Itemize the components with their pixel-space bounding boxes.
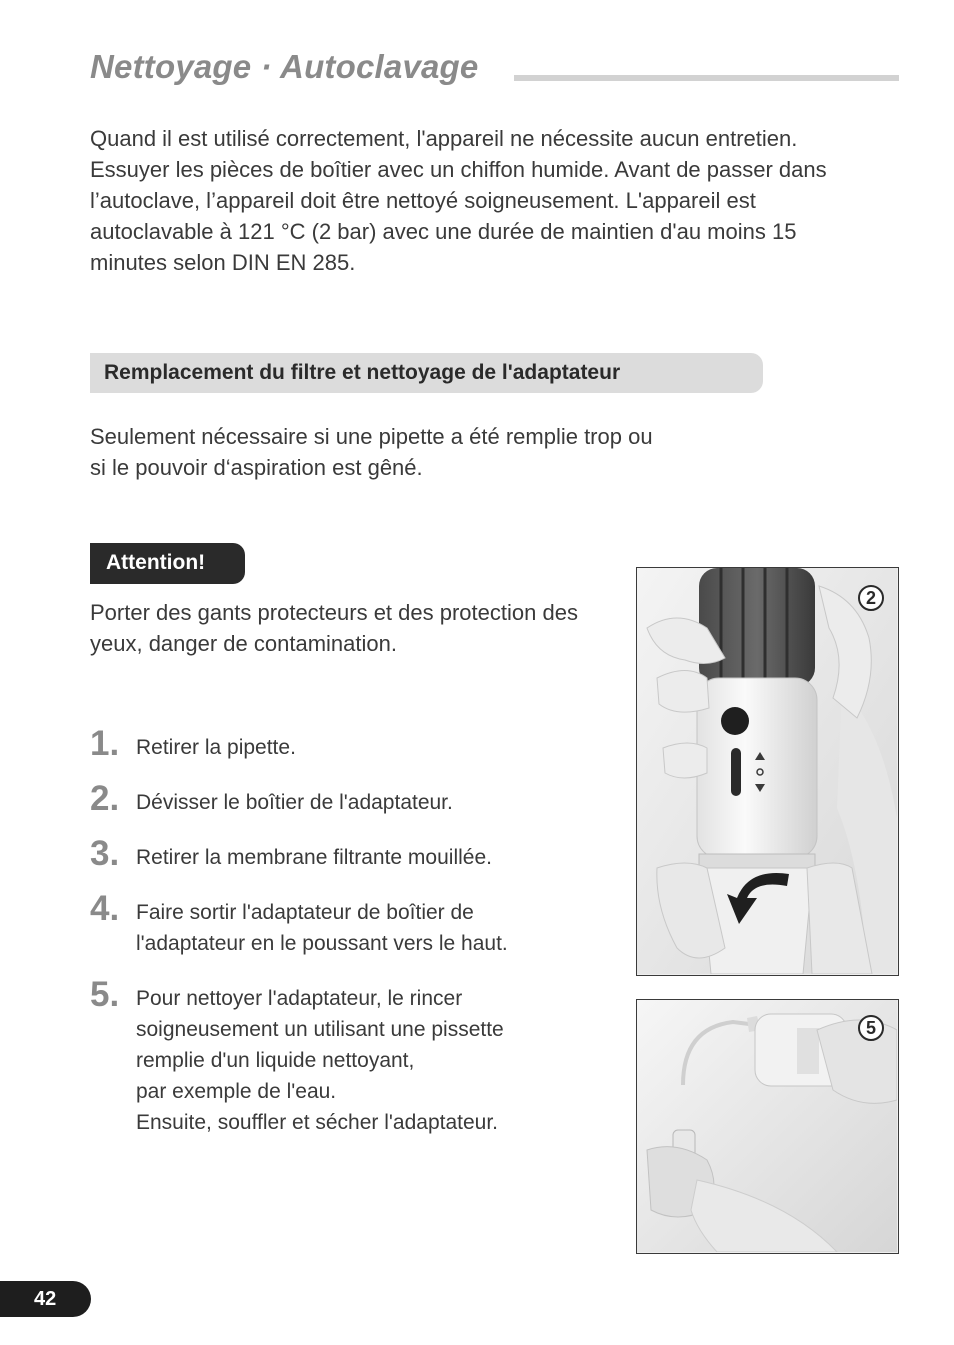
unscrew-illustration [637,568,897,974]
figure-unscrew-adapter [636,567,899,976]
step-item [90,834,610,873]
section-text: Seulement nécessaire si une pipette a été remplie trop ou si le pouvoir d‘aspiration est gêné. [90,424,653,480]
step-number: 3. [90,834,120,873]
figure-rinse-adapter [636,999,899,1254]
step-text: Dévisser le boîtier de l'adaptateur. [136,791,453,814]
step-number: 1. [90,724,120,763]
section-heading: Remplacement du filtre et nettoyage de l'adaptateur [90,353,763,393]
step-item [90,975,610,1138]
step-text: Faire sortir l'adaptateur de boîtier de l'adaptateur en le poussant vers le haut. [136,901,508,955]
step-text: Pour nettoyer l'adaptateur, le rincer soigneusement un utilisant une pissette remplie d'un liquide nettoyant, par exemple de l'eau. Ensuite, souffler et sécher l'adaptateur. [136,987,504,1134]
steps-list [90,724,610,1162]
step-item [90,724,610,763]
intro-paragraph: Quand il est utilisé correctement, l'appareil ne nécessite aucun entretien. Essuyer les pièces de boîtier avec un chiffon humide. Avant de passer dans l’autoclave, l’appareil doit être nettoyé soigneusement. L'appareil est autoclavable à 121 °C (2 bar) avec une durée de maintien d'au moins 15 minutes selon DIN EN 285. [90,126,827,275]
figure-badge: 5 [858,1015,884,1041]
step-number: 4. [90,889,120,928]
step-number: 2. [90,779,120,818]
step-item [90,889,610,959]
step-number: 5. [90,975,120,1014]
page-number: 42 [0,1281,91,1317]
attention-label: Attention! [90,543,245,584]
step-text: Retirer la membrane filtrante mouillée. [136,846,492,869]
figure-badge: 2 [858,585,884,611]
attention-text: Porter des gants protecteurs et des protection des yeux, danger de contamination. [90,600,578,656]
step-text: Retirer la pipette. [136,736,296,759]
title-rule [514,75,899,81]
rinse-illustration [637,1000,897,1252]
page-title: Nettoyage · Autoclavage [90,48,479,85]
step-item [90,779,610,818]
